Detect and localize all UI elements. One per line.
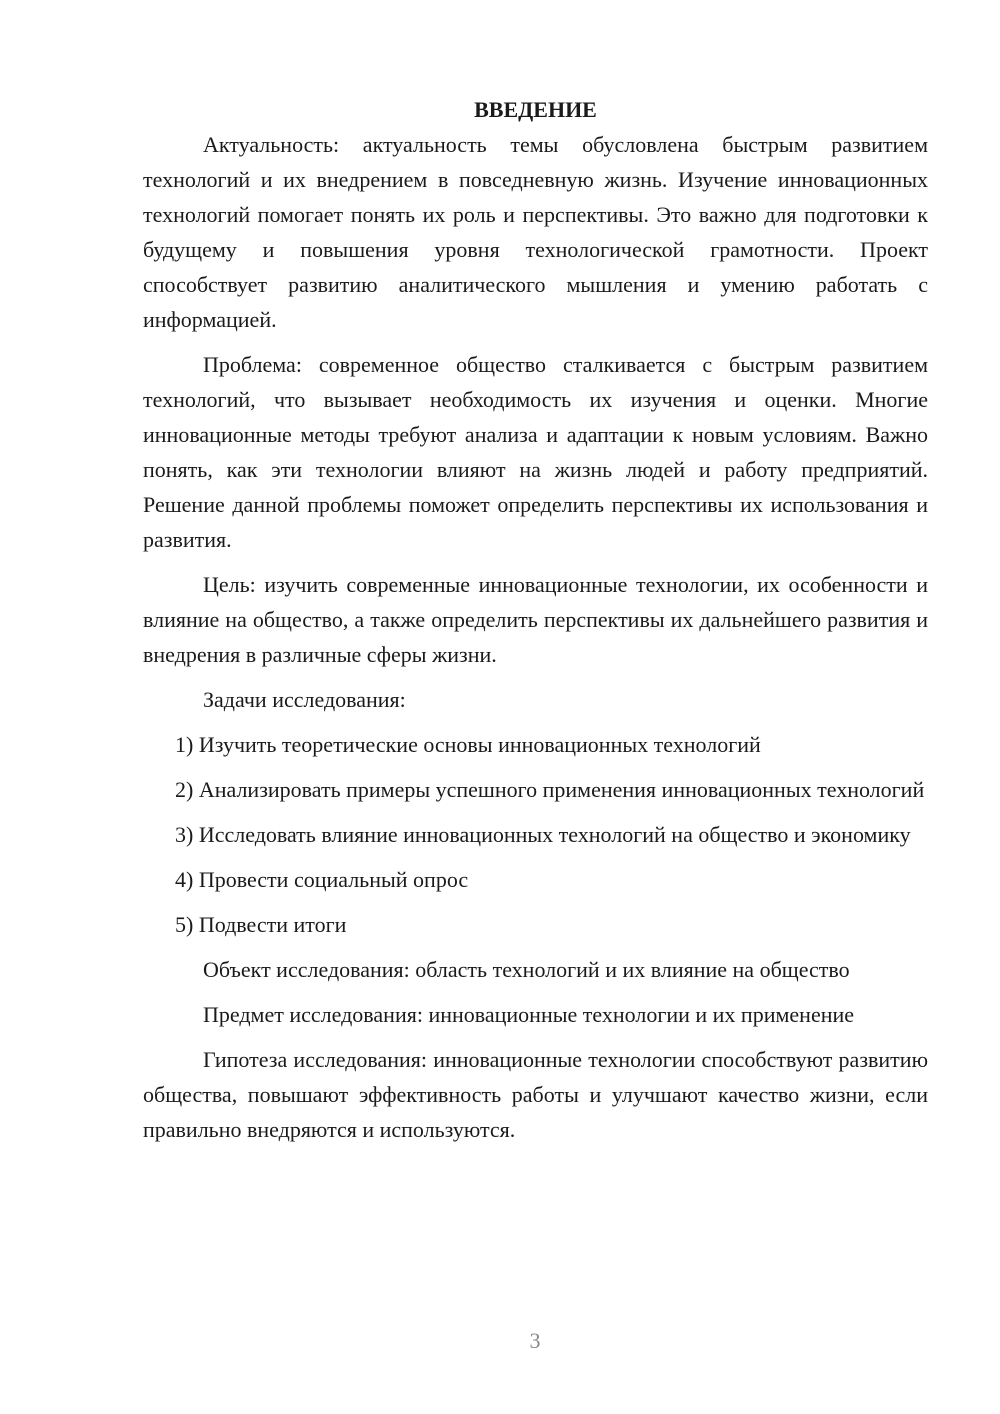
problem-paragraph: Проблема: современное общество сталкивается с быстрым развитием технологий, что вызывает необходимость их изучения и оценки. Многие инновационные методы требуют анализа и адаптации к новым условиям. Важно понять, как эти технологии влияют на жизнь людей и работу предприятий. Решение данной проблемы поможет определить перспективы их использования и развития. [143, 352, 928, 552]
object-paragraph: Объект исследования: область технологий и их влияние на общество [203, 957, 850, 982]
task-item-5: 5) Подвести итоги [175, 912, 347, 937]
relevance-paragraph: Актуальность: актуальность темы обусловлена быстрым развитием технологий и их внедрением в повседневную жизнь. Изучение инновационных технологий помогает понять их роль и перспективы. Это важно для подготовки к будущему и повышения уровня технологической грамотности. Проект способствует развитию аналитического мышления и умению работать с информацией. [143, 132, 928, 332]
page-number: 3 [529, 1328, 541, 1353]
goal-paragraph: Цель: изучить современные инновационные технологии, их особенности и влияние на общество, а также определить перспективы их дальнейшего развития и внедрения в различные сферы жизни. [143, 572, 928, 667]
hypothesis-paragraph: Гипотеза исследования: инновационные технологии способствуют развитию общества, повышают эффективность работы и улучшают качество жизни, если правильно внедряются и используются. [143, 1047, 928, 1142]
section-title: ВВЕДЕНИЕ [474, 97, 597, 122]
task-item-4: 4) Провести социальный опрос [175, 867, 469, 892]
task-item-3: 3) Исследовать влияние инновационных технологий на общество и экономику [175, 822, 911, 847]
task-item-1: 1) Изучить теоретические основы инновационных технологий [175, 732, 761, 757]
tasks-heading: Задачи исследования: [203, 687, 406, 712]
document-page [143, 92, 928, 1147]
task-item-2: 2) Анализировать примеры успешного применения инновационных технологий [175, 777, 925, 802]
subject-paragraph: Предмет исследования: инновационные технологии и их применение [203, 1002, 855, 1027]
